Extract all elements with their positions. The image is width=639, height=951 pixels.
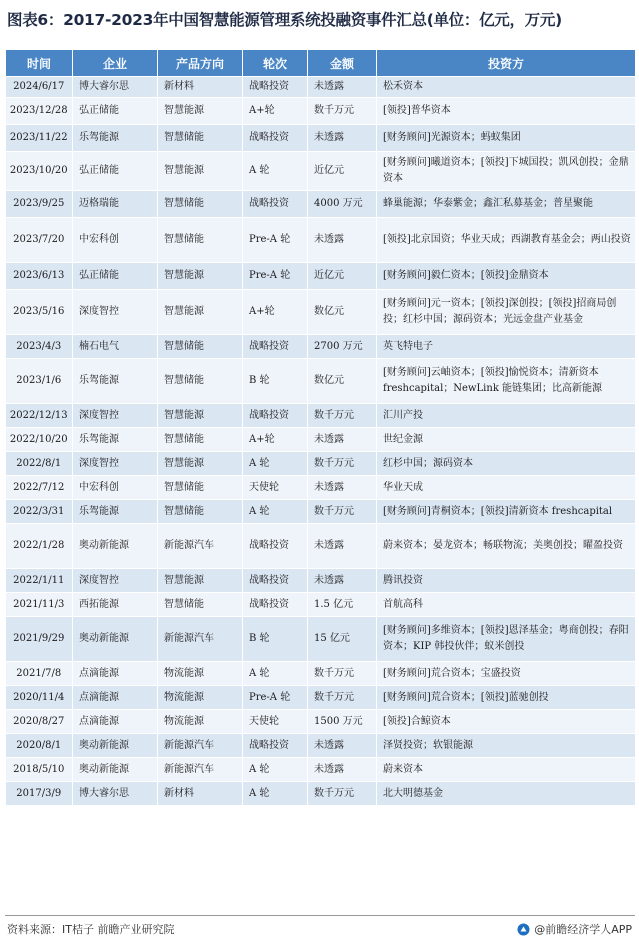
company-cell: 弘正储能 [73, 263, 158, 290]
round-cell: A 轮 [243, 782, 308, 806]
product-cell: 智慧储能 [158, 125, 243, 152]
company-cell: 弘正储能 [73, 98, 158, 125]
company-cell: 深度智控 [73, 569, 158, 593]
company-cell: 深度智控 [73, 290, 158, 335]
table-row [6, 782, 636, 806]
product-cell: 物流能源 [158, 662, 243, 686]
product-cell: 智慧储能 [158, 359, 243, 404]
footer [7, 921, 632, 939]
company-cell: 中宏科创 [73, 476, 158, 500]
product-cell: 智慧储能 [158, 191, 243, 218]
date-cell: 2021/11/3 [6, 593, 73, 617]
date-cell: 2023/7/20 [6, 218, 73, 263]
round-cell: 战略投资 [243, 125, 308, 152]
table-row [6, 758, 636, 782]
table-row [6, 191, 636, 218]
company-cell: 迈格瑞能 [73, 191, 158, 218]
header-company: 企业 [73, 50, 158, 77]
header-investors: 投资方 [377, 50, 636, 77]
round-cell: Pre-A 轮 [243, 686, 308, 710]
amount-cell: 数千万元 [308, 662, 377, 686]
product-cell: 新能源汽车 [158, 617, 243, 662]
round-cell: Pre-A 轮 [243, 263, 308, 290]
investors-cell: 蔚来资本 [377, 758, 636, 782]
company-cell: 博大睿尔思 [73, 782, 158, 806]
amount-cell: 未透露 [308, 77, 377, 98]
company-cell: 点滴能源 [73, 686, 158, 710]
investors-cell: 华业天成 [377, 476, 636, 500]
investors-cell: [财务顾问]荒合资本；宝盛投资 [377, 662, 636, 686]
date-cell: 2023/10/20 [6, 152, 73, 191]
amount-cell: 未透露 [308, 734, 377, 758]
company-cell: 奥动新能源 [73, 734, 158, 758]
amount-cell: 数千万元 [308, 500, 377, 524]
table-row [6, 404, 636, 428]
date-cell: 2017/3/9 [6, 782, 73, 806]
product-cell: 智慧储能 [158, 428, 243, 452]
investors-cell: [财务顾问]曦道资本；[领投]下城国投；凯风创投；金鼎资本 [377, 152, 636, 191]
table-row [6, 662, 636, 686]
brand-logo-icon [517, 923, 530, 936]
amount-cell: 数千万元 [308, 404, 377, 428]
round-cell: A 轮 [243, 152, 308, 191]
investors-cell: 蔚来资本；晏龙资本；畅联物流；美奥创投；曜盈投资 [377, 524, 636, 569]
round-cell: A+轮 [243, 290, 308, 335]
product-cell: 智慧能源 [158, 152, 243, 191]
round-cell: 战略投资 [243, 569, 308, 593]
investors-cell: [财务顾问]元一资本；[领投]深创投；[领投]招商局创投；红杉中国；源码资本；光远金盘产业基金 [377, 290, 636, 335]
date-cell: 2022/7/12 [6, 476, 73, 500]
investment-table [5, 49, 636, 806]
date-cell: 2023/5/16 [6, 290, 73, 335]
round-cell: 战略投资 [243, 191, 308, 218]
company-cell: 乐驾能源 [73, 500, 158, 524]
table-row [6, 335, 636, 359]
round-cell: Pre-A 轮 [243, 218, 308, 263]
date-cell: 2023/6/13 [6, 263, 73, 290]
date-cell: 2022/8/1 [6, 452, 73, 476]
company-cell: 弘正储能 [73, 152, 158, 191]
date-cell: 2021/9/29 [6, 617, 73, 662]
product-cell: 新能源汽车 [158, 758, 243, 782]
table-row [6, 263, 636, 290]
round-cell: 战略投资 [243, 404, 308, 428]
amount-cell: 4000 万元 [308, 191, 377, 218]
company-cell: 博大睿尔思 [73, 77, 158, 98]
investors-cell: 英飞特电子 [377, 335, 636, 359]
amount-cell: 未透露 [308, 476, 377, 500]
investors-cell: 首航高科 [377, 593, 636, 617]
company-cell: 深度智控 [73, 404, 158, 428]
date-cell: 2021/7/8 [6, 662, 73, 686]
investors-cell: 世纪金源 [377, 428, 636, 452]
product-cell: 物流能源 [158, 710, 243, 734]
amount-cell: 数千万元 [308, 782, 377, 806]
product-cell: 智慧储能 [158, 335, 243, 359]
company-cell: 乐驾能源 [73, 125, 158, 152]
table-row [6, 125, 636, 152]
investors-cell: [财务顾问]荒合资本；[领投]蓝驰创投 [377, 686, 636, 710]
date-cell: 2022/1/11 [6, 569, 73, 593]
date-cell: 2020/8/27 [6, 710, 73, 734]
table-header-row [6, 50, 636, 77]
date-cell: 2022/12/13 [6, 404, 73, 428]
date-cell: 2023/9/25 [6, 191, 73, 218]
footer-rule [5, 915, 635, 916]
round-cell: B 轮 [243, 617, 308, 662]
amount-cell: 数千万元 [308, 686, 377, 710]
date-cell: 2023/12/28 [6, 98, 73, 125]
company-cell: 奥动新能源 [73, 524, 158, 569]
round-cell: 战略投资 [243, 734, 308, 758]
round-cell: A 轮 [243, 500, 308, 524]
header-date: 时间 [6, 50, 73, 77]
amount-cell: 1500 万元 [308, 710, 377, 734]
amount-cell: 数亿元 [308, 290, 377, 335]
product-cell: 智慧储能 [158, 593, 243, 617]
page-title: 图表6：2017-2023年中国智慧能源管理系统投融资事件汇总(单位：亿元，万元) [7, 11, 562, 29]
investors-cell: 松禾资本 [377, 77, 636, 98]
amount-cell: 未透露 [308, 125, 377, 152]
table-row [6, 476, 636, 500]
table-row [6, 734, 636, 758]
round-cell: A 轮 [243, 758, 308, 782]
product-cell: 智慧能源 [158, 98, 243, 125]
amount-cell: 未透露 [308, 428, 377, 452]
table-row [6, 77, 636, 98]
amount-cell: 2700 万元 [308, 335, 377, 359]
table-row [6, 500, 636, 524]
date-cell: 2018/5/10 [6, 758, 73, 782]
investors-cell: [领投]合鲸资本 [377, 710, 636, 734]
date-cell: 2020/11/4 [6, 686, 73, 710]
round-cell: 战略投资 [243, 524, 308, 569]
investors-cell: [财务顾问]青桐资本；[领投]清新资本 freshcapital [377, 500, 636, 524]
header-amount: 金额 [308, 50, 377, 77]
investors-cell: 北大明德基金 [377, 782, 636, 806]
amount-cell: 数千万元 [308, 452, 377, 476]
amount-cell: 15 亿元 [308, 617, 377, 662]
investors-cell: [财务顾问]光源资本；蚂蚁集团 [377, 125, 636, 152]
date-cell: 2022/10/20 [6, 428, 73, 452]
table-row [6, 593, 636, 617]
investors-cell: 蜂巢能源；华泰紫金；鑫汇私募基金；普星聚能 [377, 191, 636, 218]
product-cell: 新能源汽车 [158, 734, 243, 758]
amount-cell: 数千万元 [308, 98, 377, 125]
brand-text: @前瞻经济学人APP [534, 923, 632, 936]
company-cell: 乐驾能源 [73, 359, 158, 404]
round-cell: 天使轮 [243, 476, 308, 500]
round-cell: 战略投资 [243, 335, 308, 359]
amount-cell: 未透露 [308, 758, 377, 782]
investors-cell: 红杉中国；源码资本 [377, 452, 636, 476]
investors-cell: [领投]北京国资；华业天成；西湖教育基金会；两山投资 [377, 218, 636, 263]
amount-cell: 1.5 亿元 [308, 593, 377, 617]
table-row [6, 524, 636, 569]
date-cell: 2024/6/17 [6, 77, 73, 98]
amount-cell: 未透露 [308, 524, 377, 569]
product-cell: 智慧能源 [158, 452, 243, 476]
product-cell: 新材料 [158, 782, 243, 806]
amount-cell: 近亿元 [308, 263, 377, 290]
product-cell: 智慧能源 [158, 404, 243, 428]
investors-cell: [财务顾问]毅仁资本；[领投]金鼎资本 [377, 263, 636, 290]
company-cell: 楠石电气 [73, 335, 158, 359]
investors-cell: 泽贤投资；软银能源 [377, 734, 636, 758]
product-cell: 智慧能源 [158, 263, 243, 290]
table-row [6, 452, 636, 476]
amount-cell: 未透露 [308, 218, 377, 263]
investors-cell: [领投]普华资本 [377, 98, 636, 125]
company-cell: 乐驾能源 [73, 428, 158, 452]
investors-cell: 腾讯投资 [377, 569, 636, 593]
round-cell: A+轮 [243, 98, 308, 125]
company-cell: 点滴能源 [73, 710, 158, 734]
round-cell: 战略投资 [243, 593, 308, 617]
table-row [6, 290, 636, 335]
date-cell: 2023/4/3 [6, 335, 73, 359]
round-cell: A+轮 [243, 428, 308, 452]
table-row [6, 152, 636, 191]
round-cell: 天使轮 [243, 710, 308, 734]
table-row [6, 359, 636, 404]
product-cell: 物流能源 [158, 686, 243, 710]
product-cell: 新材料 [158, 77, 243, 98]
amount-cell: 数亿元 [308, 359, 377, 404]
investors-cell: 汇川产投 [377, 404, 636, 428]
date-cell: 2020/8/1 [6, 734, 73, 758]
table-row [6, 617, 636, 662]
company-cell: 点滴能源 [73, 662, 158, 686]
product-cell: 智慧储能 [158, 218, 243, 263]
round-cell: A 轮 [243, 662, 308, 686]
round-cell: A 轮 [243, 452, 308, 476]
table-row [6, 686, 636, 710]
product-cell: 智慧储能 [158, 500, 243, 524]
product-cell: 智慧能源 [158, 290, 243, 335]
date-cell: 2022/1/28 [6, 524, 73, 569]
investors-cell: [财务顾问]多维资本；[领投]恩泽基金；粤商创投；春阳资本；KIP 韩投伙伴；蚁米创投 [377, 617, 636, 662]
company-cell: 奥动新能源 [73, 617, 158, 662]
source-note: 资料来源：IT桔子 前瞻产业研究院 [7, 923, 175, 936]
round-cell: 战略投资 [243, 77, 308, 98]
date-cell: 2023/1/6 [6, 359, 73, 404]
header-round: 轮次 [243, 50, 308, 77]
product-cell: 智慧储能 [158, 476, 243, 500]
table-row [6, 218, 636, 263]
investors-cell: [财务顾问]云岫资本；[领投]愉悦资本；清新资本 freshcapital；NewLink 能链集团；比高新能源 [377, 359, 636, 404]
table-row [6, 98, 636, 125]
round-cell: B 轮 [243, 359, 308, 404]
product-cell: 智慧能源 [158, 569, 243, 593]
company-cell: 奥动新能源 [73, 758, 158, 782]
company-cell: 西拓能源 [73, 593, 158, 617]
company-cell: 深度智控 [73, 452, 158, 476]
amount-cell: 未透露 [308, 569, 377, 593]
brand [517, 921, 632, 937]
date-cell: 2022/3/31 [6, 500, 73, 524]
amount-cell: 近亿元 [308, 152, 377, 191]
date-cell: 2023/11/22 [6, 125, 73, 152]
company-cell: 中宏科创 [73, 218, 158, 263]
table-row [6, 428, 636, 452]
header-product: 产品方向 [158, 50, 243, 77]
table-row [6, 569, 636, 593]
table-row [6, 710, 636, 734]
product-cell: 新能源汽车 [158, 524, 243, 569]
